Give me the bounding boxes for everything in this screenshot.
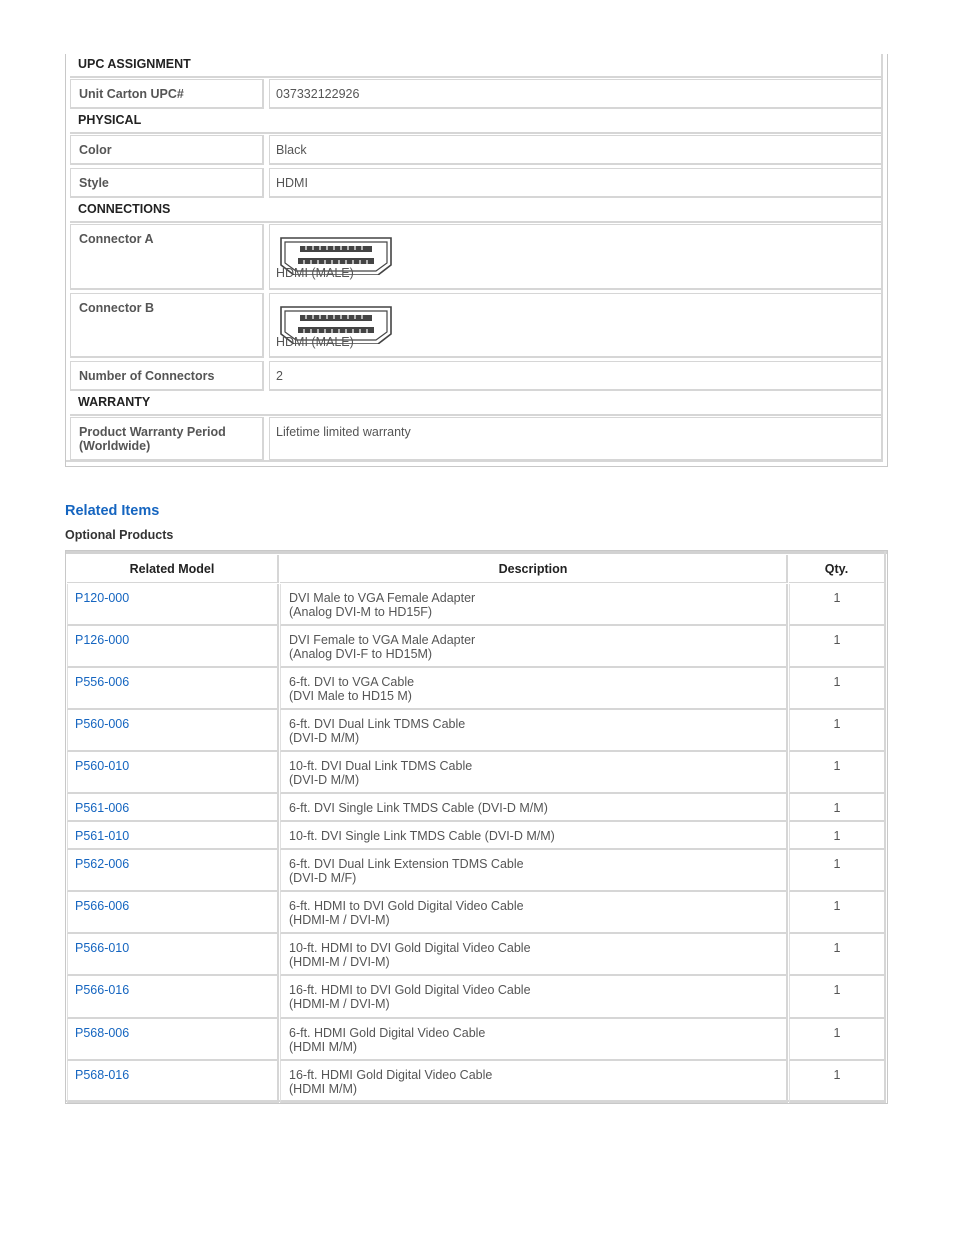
table-row [66,710,887,752]
num-connectors-value-cell [269,361,883,391]
table-row [66,752,887,794]
qty-value: 1 [833,633,841,647]
section-divider [70,414,883,416]
description-text: DVI Female to VGA Male Adapter (Analog DVI-F to HD15M) [289,633,476,661]
description-text: DVI Male to VGA Female Adapter (Analog DVI-M to HD15F) [289,591,476,619]
model-cell [67,668,279,710]
description-cell [280,794,788,822]
description-cell [280,822,788,850]
table-border [66,551,887,554]
description-cell [280,710,788,752]
description-text: 6-ft. DVI Dual Link Extension TDMS Cable (DVI-D M/F) [289,857,524,885]
description-cell [280,626,788,668]
qty-value: 1 [833,1068,841,1082]
num-connectors-value: 2 [276,369,283,383]
warranty-value: Lifetime limited warranty [276,425,411,439]
description-text: 6-ft. DVI Single Link TMDS Cable (DVI-D M/M) [289,801,548,815]
section-header-warranty: WARRANTY [78,395,151,409]
warranty-label [79,425,226,453]
qty-value: 1 [833,829,841,843]
model-cell [67,976,279,1019]
warranty-label-line1: Product Warranty Period [79,425,226,439]
qty-cell [789,822,886,850]
model-cell [67,1061,279,1103]
description-cell [280,934,788,976]
qty-value: 1 [833,1026,841,1040]
qty-cell [789,976,886,1019]
color-label: Color [79,143,112,157]
style-value-cell [269,168,883,198]
color-label-cell [70,135,264,165]
model-link[interactable]: P566-010 [75,941,130,955]
description-cell [280,976,788,1019]
model-link[interactable]: P566-016 [75,983,130,997]
description-cell [280,584,788,626]
qty-cell [789,668,886,710]
optional-products-subtitle: Optional Products [65,528,174,542]
table-row [66,892,887,934]
model-link[interactable]: P120-000 [75,591,130,605]
description-text: 6-ft. HDMI to DVI Gold Digital Video Cable (HDMI-M / DVI-M) [289,899,524,927]
connector-b-value: HDMI (MALE) [276,335,354,349]
table-row [66,934,887,976]
description-cell [280,850,788,892]
qty-cell [789,1019,886,1061]
table-row [66,1061,887,1103]
connector-b-value-cell [269,293,883,358]
model-cell [67,752,279,794]
qty-cell [789,934,886,976]
qty-value: 1 [833,899,841,913]
model-link[interactable]: P560-006 [75,717,130,731]
description-text: 16-ft. HDMI to DVI Gold Digital Video Cable (HDMI-M / DVI-M) [289,983,531,1011]
style-value: HDMI [276,176,308,190]
model-cell [67,892,279,934]
description-cell [280,668,788,710]
model-link[interactable]: P126-000 [75,633,130,647]
description-text: 10-ft. DVI Dual Link TDMS Cable (DVI-D M/M) [289,759,473,787]
upc-label-cell [70,79,264,109]
table-row [66,976,887,1019]
model-cell [67,710,279,752]
section-header-physical: PHYSICAL [78,113,142,127]
header-related-model: Related Model [67,555,279,583]
description-text: 6-ft. DVI Dual Link TDMS Cable (DVI-D M/M) [289,717,466,745]
qty-value: 1 [833,675,841,689]
upc-value-cell [269,79,883,109]
qty-cell [789,752,886,794]
model-link[interactable]: P560-010 [75,759,130,773]
qty-value: 1 [833,759,841,773]
section-header-connections: CONNECTIONS [78,202,171,216]
model-cell [67,584,279,626]
spec-table [65,54,888,467]
description-text: 6-ft. HDMI Gold Digital Video Cable (HDMI M/M) [289,1026,486,1054]
table-row [66,850,887,892]
qty-value: 1 [833,801,841,815]
model-link[interactable]: P562-006 [75,857,130,871]
model-link[interactable]: P566-006 [75,899,130,913]
related-products-table [65,550,888,1104]
model-link[interactable]: P568-016 [75,1068,130,1082]
warranty-value-cell [269,417,883,461]
description-cell [280,1019,788,1061]
related-items-title: Related Items [65,503,160,519]
model-link[interactable]: P561-006 [75,801,130,815]
description-cell [280,1061,788,1103]
description-text: 10-ft. DVI Single Link TMDS Cable (DVI-D M/M) [289,829,555,843]
qty-value: 1 [833,983,841,997]
qty-cell [789,850,886,892]
connector-a-value: HDMI (MALE) [276,266,354,280]
qty-cell [789,794,886,822]
qty-cell [789,1061,886,1103]
style-label-cell [70,168,264,198]
table-row [66,822,887,850]
connector-a-label-cell [70,224,264,290]
table-row [66,794,887,822]
description-text: 6-ft. DVI to VGA Cable (DVI Male to HD15 M) [289,675,415,703]
description-cell [280,892,788,934]
upc-value: 037332122926 [276,87,360,101]
num-connectors-label-cell [70,361,264,391]
connector-a-label: Connector A [79,232,154,246]
section-divider [70,132,883,134]
model-link[interactable]: P556-006 [75,675,130,689]
qty-value: 1 [833,941,841,955]
color-value-cell [269,135,883,165]
model-cell [67,850,279,892]
qty-cell [789,626,886,668]
color-value: Black [276,143,307,157]
section-divider [70,76,883,78]
connector-b-label: Connector B [79,301,154,315]
table-row [66,668,887,710]
qty-value: 1 [833,591,841,605]
qty-cell [789,584,886,626]
model-cell [67,822,279,850]
num-connectors-label: Number of Connectors [79,369,215,383]
table-row [66,626,887,668]
model-link[interactable]: P561-010 [75,829,130,843]
warranty-label-cell [70,417,264,461]
qty-cell [789,892,886,934]
section-divider [70,221,883,223]
model-cell [67,1019,279,1061]
connector-b-label-cell [70,293,264,358]
description-text: 16-ft. HDMI Gold Digital Video Cable (HDMI M/M) [289,1068,493,1096]
table-row [66,1019,887,1061]
table-row [66,584,887,626]
description-text: 10-ft. HDMI to DVI Gold Digital Video Cable (HDMI-M / DVI-M) [289,941,531,969]
model-link[interactable]: P568-006 [75,1026,130,1040]
header-qty: Qty. [789,555,886,583]
upc-label: Unit Carton UPC# [79,87,184,101]
qty-cell [789,710,886,752]
connector-a-value-cell [269,224,883,290]
header-description: Description [280,555,788,583]
model-cell [67,794,279,822]
description-cell [280,752,788,794]
model-cell [67,626,279,668]
warranty-label-line2: (Worldwide) [79,439,151,453]
model-cell [67,934,279,976]
qty-value: 1 [833,717,841,731]
section-header-upc: UPC ASSIGNMENT [78,57,191,71]
style-label: Style [79,176,109,190]
qty-value: 1 [833,857,841,871]
